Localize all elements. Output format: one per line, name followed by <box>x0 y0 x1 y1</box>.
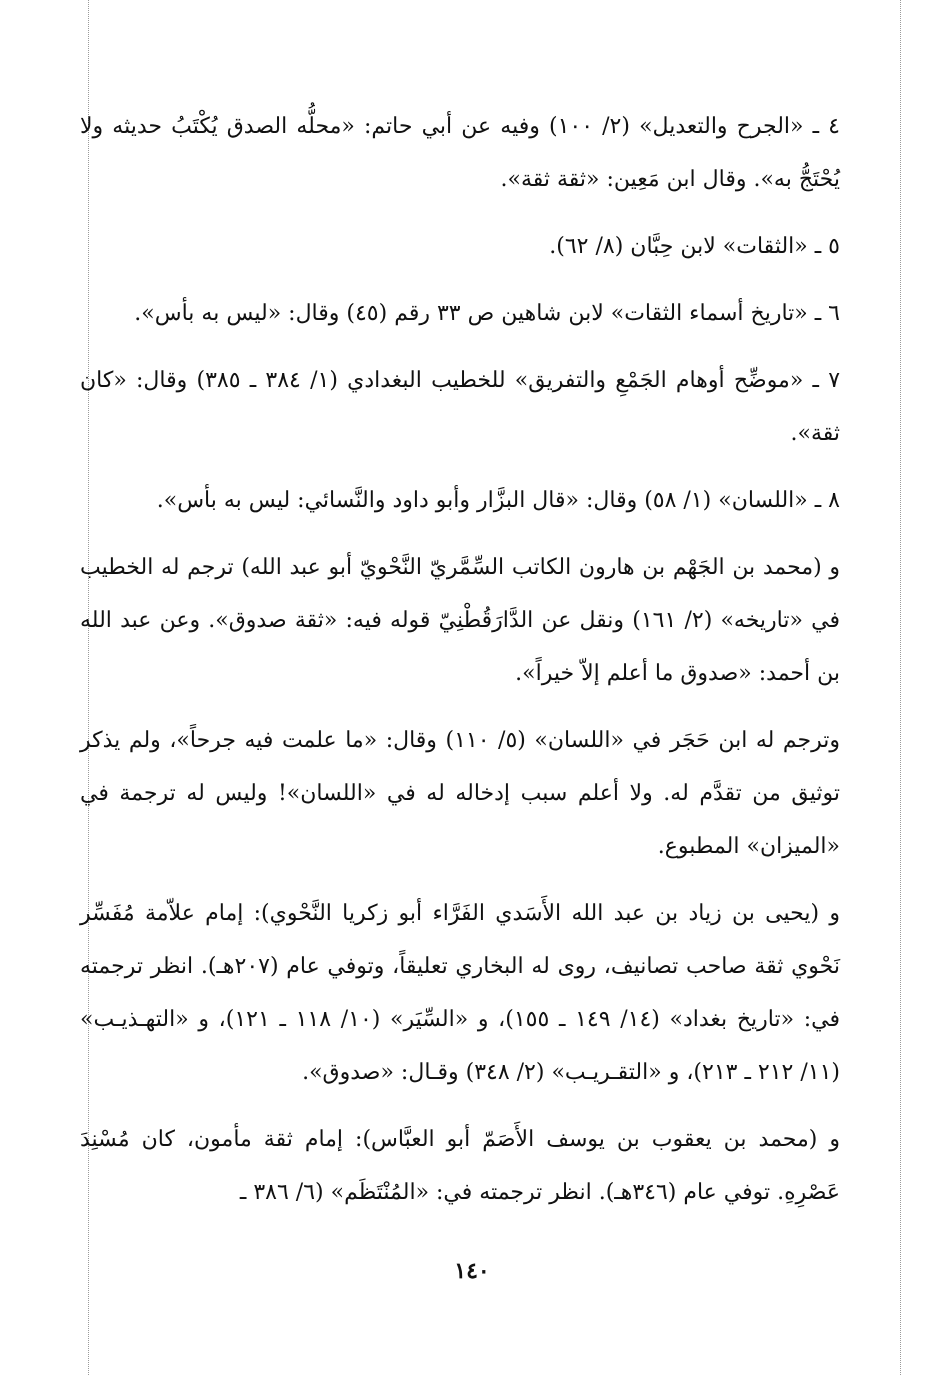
page-number: ١٤٠ <box>454 1258 490 1284</box>
paragraph-source-5: ٥ ـ «الثقات» لابن حِبَّان (٨/ ٦٢). <box>549 234 840 259</box>
paragraph-source-8: ٨ ـ «اللسان» (١/ ٥٨) وقال: «قال البزَّار وأبو داود والنَّسائي: ليس به بأس». <box>156 488 840 513</box>
paragraph-al-farra: و (يحيى بن زياد بن عبد الله الأَسَدي الفَرَّاء أبو زكريا النَّحْوي): إمام علاّمة مُفَسِّر نَحْوي ثقة صاحب تصانيف، روى له البخاري تعليقاً، وتوفي عام (٢٠٧هـ). انظر ترجمته في: «تاريخ بغداد» (١٤/ ١٤٩ ـ ١٥٥)، و «السِّيَر» (١٠/ ١١٨ ـ ١٢١)، و «التهـذيـب» (١١/ ٢١٢ ـ ٢١٣)، و «التقـريـب» (٢/ ٣٤٨) وقـال: «صدوق». <box>80 901 841 1085</box>
paragraph-source-6: ٦ ـ «تاريخ أسماء الثقات» لابن شاهين ص ٣٣ رقم (٤٥) وقال: «ليس به بأس». <box>134 301 840 326</box>
page-body <box>80 100 840 1233</box>
paragraph-al-asam: و (محمد بن يعقوب بن يوسف الأَصَمّ أبو العبَّاس): إمام ثقة مأمون، كان مُسْنِدَ عَصْرِهِ. توفي عام (٣٤٦هـ). انظر ترجمته في: «المُنْتَظَم» (٦/ ٣٨٦ ـ <box>80 1127 840 1205</box>
paragraph-ibn-jahm: و (محمد بن الجَهْم بن هارون الكاتب السِّمَّريّ النَّحْويّ أبو عبد الله) ترجم له الخطيب في «تاريخه» (٢/ ١٦١) ونقل عن الدَّارَقُطْنِيّ قوله فيه: «ثقة صدوق». وعن عبد الله بن أحمد: «صدوق ما أعلم إلاّ خيراً». <box>80 555 840 686</box>
paragraph-source-4: ٤ ـ «الجرح والتعديل» (٢/ ١٠٠) وفيه عن أبي حاتم: «محلُّه الصدق يُكْتَبُ حديثه ولا يُحْتَجُّ به». وقال ابن مَعِين: «ثقة ثقة». <box>80 114 840 192</box>
paragraph-ibn-hajar-note: وترجم له ابن حَجَر في «اللسان» (٥/ ١١٠) وقال: «ما علمت فيه جرحاً»، ولم يذكر توثيق من تقدَّم له. ولا أعلم سبب إدخاله له في «اللسان»! وليس له ترجمة في «الميزان» المطبوع. <box>80 728 840 859</box>
scan-edge-right <box>900 0 901 1375</box>
paragraph-source-7: ٧ ـ «موضِّح أوهام الجَمْعِ والتفريق» للخطيب البغدادي (١/ ٣٨٤ ـ ٣٨٥) وقال: «كان ثقة». <box>80 368 841 446</box>
